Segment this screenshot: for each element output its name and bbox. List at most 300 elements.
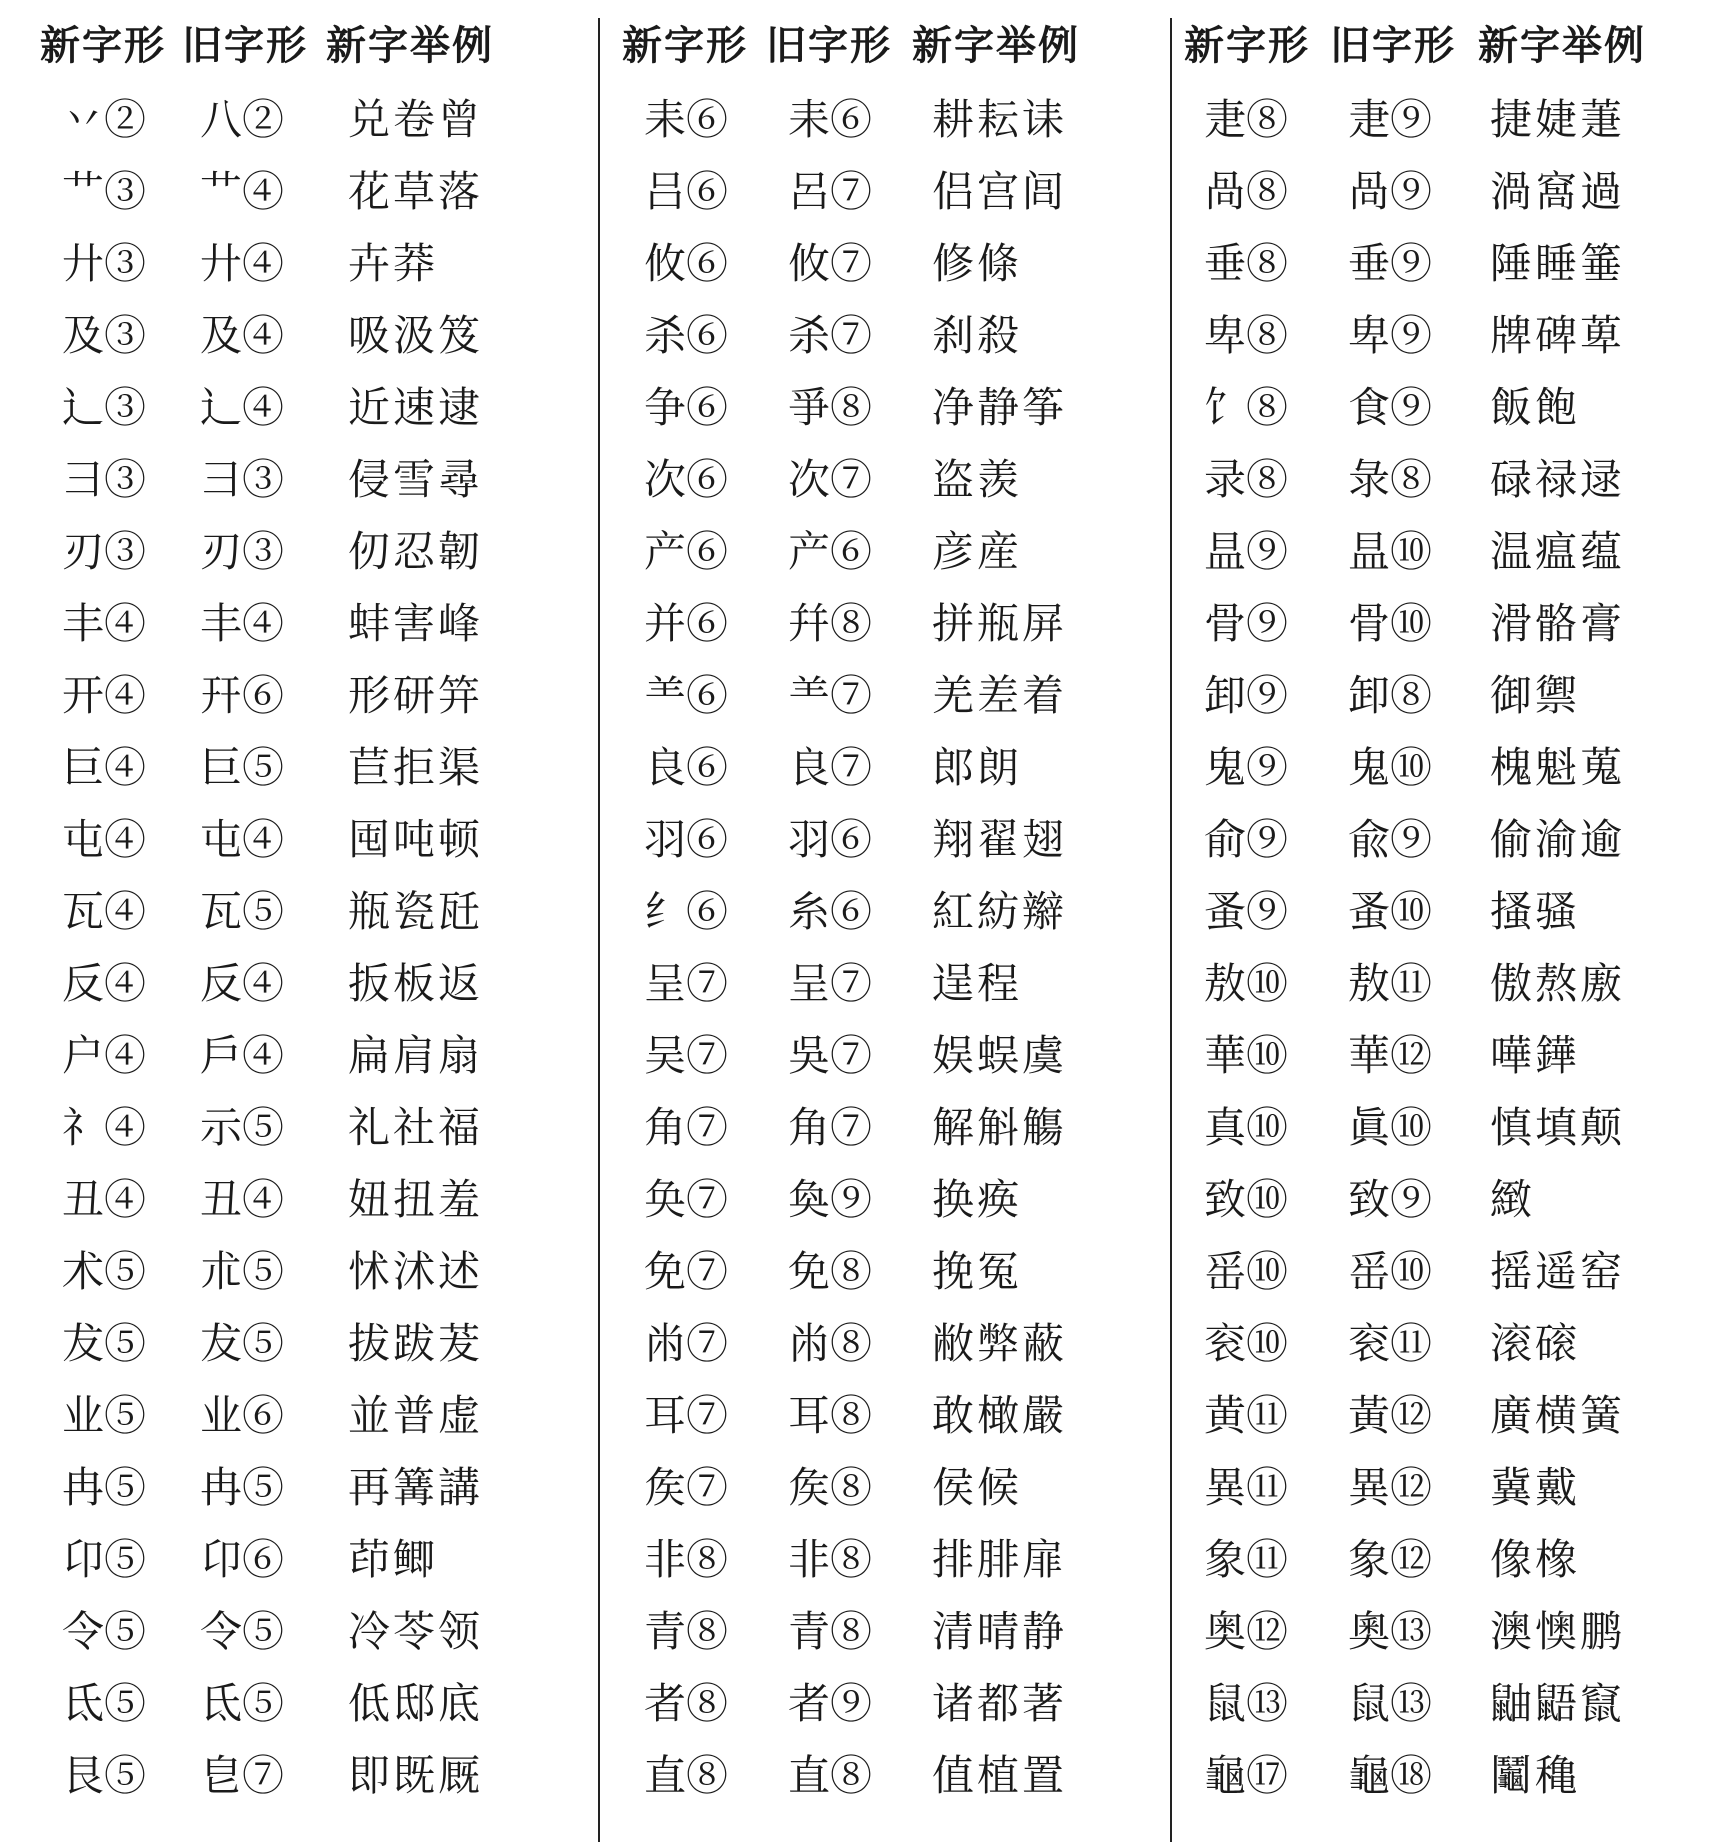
old-form-cell: 戶④ (200, 1031, 285, 1080)
new-form-cell: 龜⑰ (1204, 1751, 1289, 1800)
old-form-cell: 奧⑬ (1348, 1607, 1433, 1656)
new-form-cell: 青⑧ (644, 1607, 729, 1656)
table-row (1170, 372, 1736, 444)
examples-cell: 郎朗 (932, 743, 1023, 792)
examples-cell: 侣宫闾 (932, 167, 1068, 216)
table-row (0, 1020, 602, 1092)
table-row (1170, 516, 1736, 588)
old-form-cell: 幷⑧ (788, 599, 873, 648)
examples-cell: 修條 (932, 239, 1023, 288)
old-form-cell: 令⑤ (200, 1607, 285, 1656)
old-form-cell: 致⑨ (1348, 1175, 1433, 1224)
table-row (0, 1236, 602, 1308)
old-form-cell: 眞⑩ (1348, 1103, 1433, 1152)
examples-cell: 妞扭羞 (348, 1175, 484, 1224)
new-form-cell: 廾③ (62, 239, 147, 288)
old-form-cell: 羽⑥ (788, 815, 873, 864)
old-form-cell: 咼⑨ (1348, 167, 1433, 216)
old-form-cell: 氐⑤ (200, 1679, 285, 1728)
new-form-cell: 奥⑫ (1204, 1607, 1289, 1656)
old-form-cell: 幵⑥ (200, 671, 285, 720)
table-row (602, 1092, 1170, 1164)
old-form-cell: 矦⑧ (788, 1463, 873, 1512)
table-row (0, 372, 602, 444)
header-new-form: 新字形 (622, 23, 748, 69)
new-form-cell: 反④ (62, 959, 147, 1008)
table-row (0, 444, 602, 516)
old-form-cell: 敖⑪ (1348, 959, 1433, 1008)
new-form-cell: 直⑧ (644, 1751, 729, 1800)
table-row (602, 1524, 1170, 1596)
header-examples: 新字举例 (1478, 23, 1646, 69)
table-row (0, 1092, 602, 1164)
examples-cell: 盗羡 (932, 455, 1023, 504)
table-row (0, 84, 602, 156)
examples-cell: 花草落 (348, 167, 484, 216)
examples-cell: 侵雪尋 (348, 455, 484, 504)
old-form-cell: ⺷⑦ (788, 671, 873, 720)
new-form-cell: 业⑤ (62, 1391, 147, 1440)
examples-cell: 御禦 (1490, 671, 1581, 720)
table-row (1170, 1308, 1736, 1380)
table-row (0, 660, 602, 732)
table-row (0, 228, 602, 300)
new-form-cell: 卬⑤ (62, 1535, 147, 1584)
table-row (602, 804, 1170, 876)
new-form-cell: 艹③ (62, 167, 147, 216)
old-form-cell: 皀⑦ (200, 1751, 285, 1800)
new-form-cell: 纟⑥ (644, 887, 729, 936)
table-row (0, 1308, 602, 1380)
new-form-cell: 蚤⑨ (1204, 887, 1289, 936)
new-form-cell: 丑④ (62, 1175, 147, 1224)
old-form-cell: 鼠⑬ (1348, 1679, 1433, 1728)
old-form-cell: 艹④ (200, 167, 285, 216)
new-form-cell: 犮⑤ (62, 1319, 147, 1368)
examples-cell: 紅紡辮 (932, 887, 1068, 936)
new-form-cell: 屯④ (62, 815, 147, 864)
new-form-cell: 并⑥ (644, 599, 729, 648)
old-form-cell: 辶④ (200, 383, 285, 432)
new-form-cell: 卑⑧ (1204, 311, 1289, 360)
table-row (0, 300, 602, 372)
table-row (1170, 804, 1736, 876)
new-form-cell: 異⑪ (1204, 1463, 1289, 1512)
examples-cell: 刹殺 (932, 311, 1023, 360)
examples-cell: 挽冤 (932, 1247, 1023, 1296)
old-form-cell: 象⑫ (1348, 1535, 1433, 1584)
table-rows (1170, 84, 1736, 1812)
examples-cell: 茚鲫 (348, 1535, 439, 1584)
examples-cell: 慎填颠 (1490, 1103, 1626, 1152)
old-form-cell: 䍃⑩ (1348, 1247, 1433, 1296)
table-row (602, 156, 1170, 228)
examples-cell: 拔跋茇 (348, 1319, 484, 1368)
examples-cell: 冀戴 (1490, 1463, 1581, 1512)
table-panel-1 (0, 0, 602, 1842)
examples-cell: 吸汲笈 (348, 311, 484, 360)
new-form-cell: 角⑦ (644, 1103, 729, 1152)
old-form-cell: 垂⑨ (1348, 239, 1433, 288)
old-form-cell: 免⑧ (788, 1247, 873, 1296)
examples-cell: 解斛觴 (932, 1103, 1068, 1152)
table-row (0, 1596, 602, 1668)
table-row (0, 1380, 602, 1452)
new-form-cell: 术⑤ (62, 1247, 147, 1296)
old-form-cell: 卑⑨ (1348, 311, 1433, 360)
examples-cell: 槐魁蒐 (1490, 743, 1626, 792)
examples-cell: 滚磙 (1490, 1319, 1581, 1368)
new-form-cell: 录⑧ (1204, 455, 1289, 504)
new-form-cell: 瓦④ (62, 887, 147, 936)
old-form-cell: 攸⑦ (788, 239, 873, 288)
new-form-cell: 攸⑥ (644, 239, 729, 288)
old-form-cell: 彐③ (200, 455, 285, 504)
examples-cell: 蚌害峰 (348, 599, 484, 648)
new-form-cell: 致⑩ (1204, 1175, 1289, 1224)
table-row (602, 588, 1170, 660)
old-form-cell: 瓦⑤ (200, 887, 285, 936)
table-row (1170, 1164, 1736, 1236)
table-rows (602, 84, 1170, 1812)
table-row (1170, 1236, 1736, 1308)
old-form-cell: 丰④ (200, 599, 285, 648)
examples-cell: 碌禄逯 (1490, 455, 1626, 504)
table-rows (0, 84, 602, 1812)
new-form-cell: 鬼⑨ (1204, 743, 1289, 792)
header-examples: 新字举例 (912, 23, 1080, 69)
examples-cell: 牌碑萆 (1490, 311, 1626, 360)
old-form-cell: 冉⑤ (200, 1463, 285, 1512)
table-row (602, 1020, 1170, 1092)
new-form-cell: 次⑥ (644, 455, 729, 504)
examples-cell: 拼瓶屏 (932, 599, 1068, 648)
new-form-cell: 鼠⑬ (1204, 1679, 1289, 1728)
old-form-cell: 異⑫ (1348, 1463, 1433, 1512)
examples-cell: 捷婕萐 (1490, 95, 1626, 144)
examples-cell: 瓶瓷瓩 (348, 887, 484, 936)
table-row (0, 1452, 602, 1524)
table-row (0, 516, 602, 588)
new-form-cell: 产⑥ (644, 527, 729, 576)
new-form-cell: 奂⑦ (644, 1175, 729, 1224)
table-row (602, 732, 1170, 804)
examples-cell: 飯飽 (1490, 383, 1581, 432)
new-form-cell: 俞⑨ (1204, 815, 1289, 864)
old-form-cell: 屯④ (200, 815, 285, 864)
old-form-cell: 刃③ (200, 527, 285, 576)
new-form-cell: 免⑦ (644, 1247, 729, 1296)
table-row (0, 156, 602, 228)
old-form-cell: 蚤⑩ (1348, 887, 1433, 936)
table-row (0, 804, 602, 876)
table-row (1170, 1092, 1736, 1164)
examples-cell: 陲睡箠 (1490, 239, 1626, 288)
examples-cell: 偷渝逾 (1490, 815, 1626, 864)
examples-cell: 並普虚 (348, 1391, 484, 1440)
old-form-cell: 彔⑧ (1348, 455, 1433, 504)
old-form-cell: 耒⑥ (788, 95, 873, 144)
new-form-cell: 良⑥ (644, 743, 729, 792)
new-form-cell: 真⑩ (1204, 1103, 1289, 1152)
old-form-cell: 兪⑨ (1348, 815, 1433, 864)
new-form-cell: 呈⑦ (644, 959, 729, 1008)
table-row (602, 1380, 1170, 1452)
new-form-cell: 令⑤ (62, 1607, 147, 1656)
examples-cell: 怵沭述 (348, 1247, 484, 1296)
examples-cell: 礼社福 (348, 1103, 484, 1152)
table-row (1170, 1380, 1736, 1452)
examples-cell: 排腓扉 (932, 1535, 1068, 1584)
header-old-form: 旧字形 (1330, 23, 1456, 69)
table-row (1170, 84, 1736, 156)
old-form-cell: 产⑥ (788, 527, 873, 576)
examples-cell: 兑卷曾 (348, 95, 484, 144)
old-form-cell: 爭⑧ (788, 383, 873, 432)
table-row (602, 1452, 1170, 1524)
old-form-cell: 耳⑧ (788, 1391, 873, 1440)
table-row (602, 1740, 1170, 1812)
new-form-cell: 華⑩ (1204, 1031, 1289, 1080)
table-row (1170, 732, 1736, 804)
new-form-cell: 丷② (62, 95, 147, 144)
examples-cell: 冷苓领 (348, 1607, 484, 1656)
old-form-cell: 卬⑥ (200, 1535, 285, 1584)
table-row (1170, 1452, 1736, 1524)
examples-cell: 敢橄嚴 (932, 1391, 1068, 1440)
old-form-cell: 非⑧ (788, 1535, 873, 1584)
old-form-cell: 奐⑨ (788, 1175, 873, 1224)
table-row (602, 1164, 1170, 1236)
examples-cell: 低邸底 (348, 1679, 484, 1728)
header-new-form: 新字形 (1184, 23, 1310, 69)
old-form-cell: 衮⑪ (1348, 1319, 1433, 1368)
new-form-cell: 卸⑨ (1204, 671, 1289, 720)
old-form-cell: 巨⑤ (200, 743, 285, 792)
table-row (602, 1596, 1170, 1668)
old-form-cell: 食⑨ (1348, 383, 1433, 432)
new-form-cell: 争⑥ (644, 383, 729, 432)
new-form-cell: 刃③ (62, 527, 147, 576)
table-row (1170, 444, 1736, 516)
old-form-cell: 鬼⑩ (1348, 743, 1433, 792)
table-row (602, 660, 1170, 732)
examples-cell: 扁肩扇 (348, 1031, 484, 1080)
examples-cell: 温瘟蕴 (1490, 527, 1626, 576)
examples-cell: 苣拒渠 (348, 743, 484, 792)
examples-cell: 仞忍韌 (348, 527, 484, 576)
examples-cell: 侯候 (932, 1463, 1023, 1512)
new-form-cell: 彐③ (62, 455, 147, 504)
new-form-cell: 骨⑨ (1204, 599, 1289, 648)
examples-cell: 近速逮 (348, 383, 484, 432)
table-row (0, 1164, 602, 1236)
examples-cell: 逞程 (932, 959, 1023, 1008)
new-form-cell: 耳⑦ (644, 1391, 729, 1440)
old-form-cell: 疌⑨ (1348, 95, 1433, 144)
table-row (1170, 660, 1736, 732)
table-row (0, 732, 602, 804)
old-form-cell: 糸⑥ (788, 887, 873, 936)
table-row (1170, 588, 1736, 660)
table-row (0, 876, 602, 948)
new-form-cell: 及③ (62, 311, 147, 360)
table-row (602, 372, 1170, 444)
examples-cell: 翔翟翅 (932, 815, 1068, 864)
new-form-cell: 㡀⑦ (644, 1319, 729, 1368)
old-form-cell: 龜⑱ (1348, 1751, 1433, 1800)
new-form-cell: 衮⑩ (1204, 1319, 1289, 1368)
table-row (1170, 876, 1736, 948)
new-form-cell: 敖⑩ (1204, 959, 1289, 1008)
examples-cell: 净静筝 (932, 383, 1068, 432)
table-row (602, 948, 1170, 1020)
new-form-cell: 䍃⑩ (1204, 1247, 1289, 1296)
new-form-cell: 氐⑤ (62, 1679, 147, 1728)
old-form-cell: 直⑧ (788, 1751, 873, 1800)
old-form-cell: 吳⑦ (788, 1031, 873, 1080)
old-form-cell: 黃⑫ (1348, 1391, 1433, 1440)
header-examples: 新字举例 (326, 23, 494, 69)
new-form-cell: ⺷⑥ (644, 671, 729, 720)
examples-cell: 换痪 (932, 1175, 1023, 1224)
new-form-cell: 者⑧ (644, 1679, 729, 1728)
new-form-cell: 户④ (62, 1031, 147, 1080)
table-row (0, 1740, 602, 1812)
table-row (602, 1236, 1170, 1308)
examples-cell: 再篝講 (348, 1463, 484, 1512)
table-row (602, 228, 1170, 300)
examples-cell: 值植置 (932, 1751, 1068, 1800)
old-form-cell: 卸⑧ (1348, 671, 1433, 720)
old-form-cell: 犮⑤ (200, 1319, 285, 1368)
table-row (1170, 228, 1736, 300)
new-form-cell: 非⑧ (644, 1535, 729, 1584)
old-form-cell: 反④ (200, 959, 285, 1008)
examples-cell: 清晴静 (932, 1607, 1068, 1656)
old-form-cell: 八② (200, 95, 285, 144)
old-form-cell: 骨⑩ (1348, 599, 1433, 648)
old-form-cell: 呂⑦ (788, 167, 873, 216)
new-form-cell: 吕⑥ (644, 167, 729, 216)
new-form-cell: 辶③ (62, 383, 147, 432)
examples-cell: 即既厩 (348, 1751, 484, 1800)
examples-cell: 像橡 (1490, 1535, 1581, 1584)
table-row (0, 588, 602, 660)
new-form-cell: 冉⑤ (62, 1463, 147, 1512)
old-form-cell: 丑④ (200, 1175, 285, 1224)
table-row (1170, 1596, 1736, 1668)
old-form-cell: 业⑥ (200, 1391, 285, 1440)
old-form-cell: 㡀⑧ (788, 1319, 873, 1368)
examples-cell: 鼬鼯竄 (1490, 1679, 1626, 1728)
old-form-cell: 良⑦ (788, 743, 873, 792)
examples-cell: 摇遥窑 (1490, 1247, 1626, 1296)
new-form-cell: 疌⑧ (1204, 95, 1289, 144)
table-row (1170, 948, 1736, 1020)
new-form-cell: 象⑪ (1204, 1535, 1289, 1584)
header-old-form: 旧字形 (766, 23, 892, 69)
table-row (1170, 1020, 1736, 1092)
examples-cell: 耕耘诔 (932, 95, 1068, 144)
table-row (1170, 1740, 1736, 1812)
new-form-cell: 矦⑦ (644, 1463, 729, 1512)
table-row (1170, 156, 1736, 228)
new-form-cell: 丰④ (62, 599, 147, 648)
examples-cell: 澳懊鹏 (1490, 1607, 1626, 1656)
table-row (602, 300, 1170, 372)
table-row (602, 1308, 1170, 1380)
examples-cell: 傲熬廒 (1490, 959, 1626, 1008)
old-form-cell: 朮⑤ (200, 1247, 285, 1296)
old-form-cell: 廾④ (200, 239, 285, 288)
new-form-cell: 礻④ (62, 1103, 147, 1152)
header-old-form: 旧字形 (182, 23, 308, 69)
table-row (1170, 1524, 1736, 1596)
examples-cell: 廣横簧 (1490, 1391, 1626, 1440)
table-row (0, 1524, 602, 1596)
new-form-cell: 咼⑧ (1204, 167, 1289, 216)
table-row (602, 516, 1170, 588)
old-form-cell: 者⑨ (788, 1679, 873, 1728)
old-form-cell: 杀⑦ (788, 311, 873, 360)
table-row (1170, 300, 1736, 372)
new-form-cell: 黄⑪ (1204, 1391, 1289, 1440)
examples-cell: 娱蜈虞 (932, 1031, 1068, 1080)
old-form-cell: 呈⑦ (788, 959, 873, 1008)
old-form-cell: 示⑤ (200, 1103, 285, 1152)
examples-cell: 卉莽 (348, 239, 439, 288)
new-form-cell: 垂⑧ (1204, 239, 1289, 288)
new-form-cell: 昷⑨ (1204, 527, 1289, 576)
examples-cell: 敝弊蔽 (932, 1319, 1068, 1368)
examples-cell: 彦産 (932, 527, 1023, 576)
new-form-cell: 吴⑦ (644, 1031, 729, 1080)
table-row (602, 444, 1170, 516)
examples-cell: 扳板返 (348, 959, 484, 1008)
new-form-cell: 饣⑧ (1204, 383, 1289, 432)
new-form-cell: 耒⑥ (644, 95, 729, 144)
old-form-cell: 青⑧ (788, 1607, 873, 1656)
new-form-cell: 开④ (62, 671, 147, 720)
examples-cell: 渦窩過 (1490, 167, 1626, 216)
table-row (0, 1668, 602, 1740)
examples-cell: 搔骚 (1490, 887, 1581, 936)
examples-cell: 緻 (1490, 1175, 1536, 1224)
examples-cell: 鬮穐 (1490, 1751, 1581, 1800)
examples-cell: 滑骼膏 (1490, 599, 1626, 648)
table-row (602, 876, 1170, 948)
new-form-cell: 羽⑥ (644, 815, 729, 864)
examples-cell: 形研笄 (348, 671, 484, 720)
examples-cell: 诸都著 (932, 1679, 1068, 1728)
table-row (602, 1668, 1170, 1740)
table-panel-2 (602, 0, 1170, 1842)
examples-cell: 羌差着 (932, 671, 1068, 720)
table-panel-3 (1170, 0, 1736, 1842)
old-form-cell: 昷⑩ (1348, 527, 1433, 576)
table-row (1170, 1668, 1736, 1740)
old-form-cell: 次⑦ (788, 455, 873, 504)
old-form-cell: 華⑫ (1348, 1031, 1433, 1080)
new-form-cell: 杀⑥ (644, 311, 729, 360)
examples-cell: 囤吨顿 (348, 815, 484, 864)
old-form-cell: 角⑦ (788, 1103, 873, 1152)
old-form-cell: 及④ (200, 311, 285, 360)
header-new-form: 新字形 (40, 23, 166, 69)
new-form-cell: 艮⑤ (62, 1751, 147, 1800)
table-row (602, 84, 1170, 156)
